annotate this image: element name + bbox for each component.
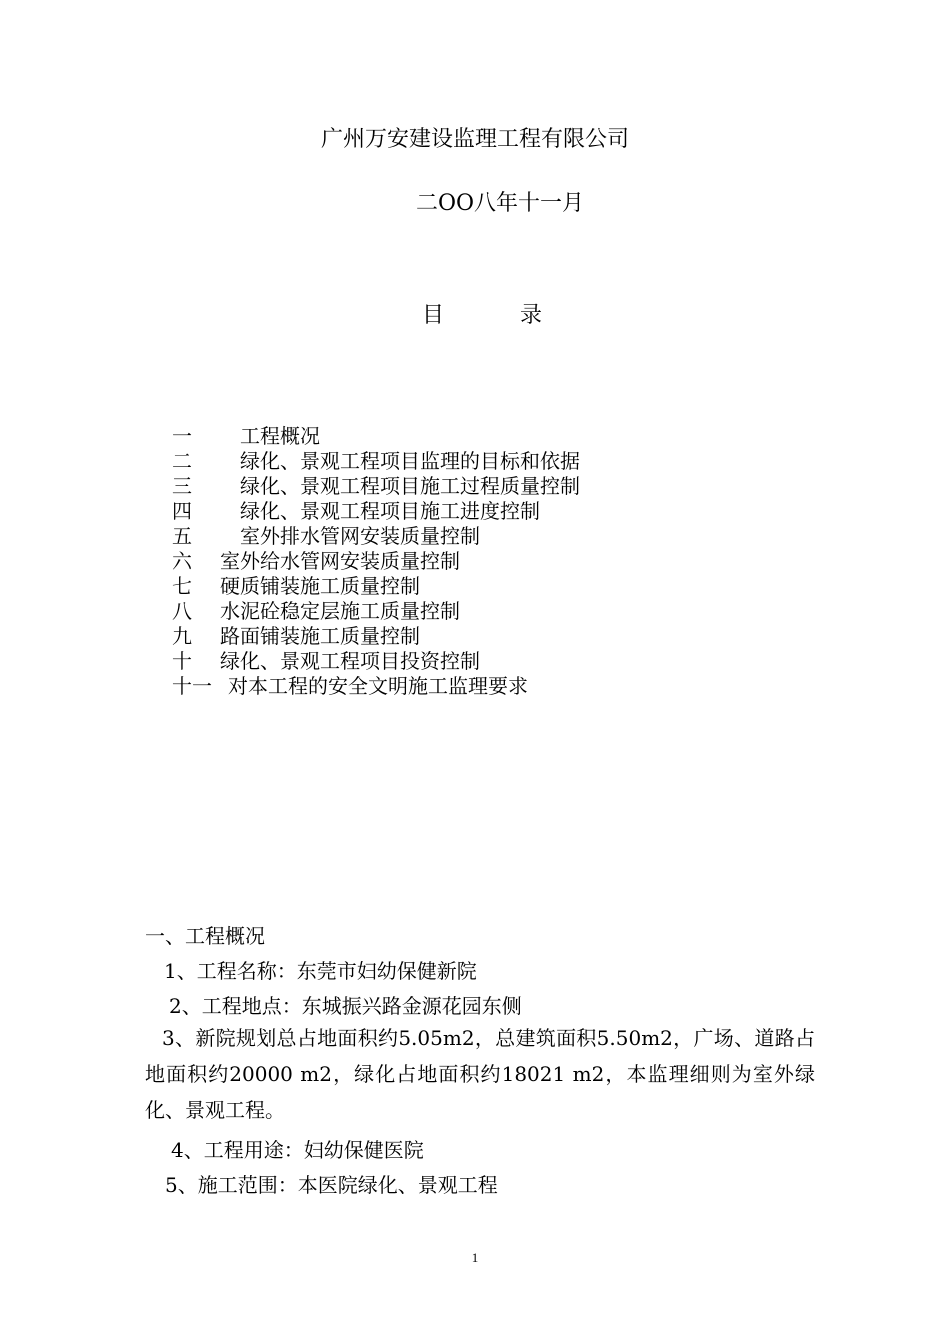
toc-item-number: 六 bbox=[172, 549, 192, 573]
construction-scope-line: 5、施工范围：本医院绿化、景观工程 bbox=[165, 1173, 498, 1197]
toc-item-label: 路面铺装施工质量控制 bbox=[220, 624, 420, 648]
toc-item-label: 水泥砼稳定层施工质量控制 bbox=[220, 599, 460, 623]
toc-item-number: 十 bbox=[172, 649, 192, 673]
toc-item-label: 绿化、景观工程项目施工进度控制 bbox=[240, 499, 540, 523]
toc-item-number: 一 bbox=[172, 424, 192, 448]
toc-item-number: 九 bbox=[172, 624, 192, 648]
project-location-line: 2、工程地点：东城振兴路金源花园东侧 bbox=[169, 994, 522, 1018]
toc-item-number: 二 bbox=[172, 449, 192, 473]
toc-item-number: 七 bbox=[172, 574, 192, 598]
document-date: 二OO八年十一月 bbox=[415, 191, 585, 216]
section-project-overview bbox=[145, 923, 815, 1198]
toc-item-number: 三 bbox=[172, 474, 192, 498]
project-name-line: 1、工程名称：东莞市妇幼保健新院 bbox=[164, 959, 477, 983]
toc-heading-char-2: 录 bbox=[520, 303, 543, 328]
toc-heading-char-1: 目 bbox=[422, 303, 445, 328]
toc-item-label: 室外排水管网安装质量控制 bbox=[240, 524, 480, 548]
page-number: 1 bbox=[471, 1250, 479, 1265]
toc-item-label: 绿化、景观工程项目监理的目标和依据 bbox=[240, 449, 580, 473]
toc-item-label: 绿化、景观工程项目施工过程质量控制 bbox=[240, 474, 580, 498]
project-area-paragraph: 3、新院规划总占地面积约5.05m2，总建筑面积5.50m2，广场、道路占地面积约20000 m2，绿化占地面积约18021 m2，本监理细则为室外绿化、景观工程。 bbox=[145, 1026, 815, 1122]
toc-item-number: 八 bbox=[172, 599, 192, 623]
section-title: 一、工程概况 bbox=[145, 924, 265, 948]
toc-item-number: 十一 bbox=[172, 674, 212, 698]
toc-item-label: 工程概况 bbox=[240, 424, 320, 448]
toc-item-number: 四 bbox=[172, 499, 192, 523]
toc-item-label: 绿化、景观工程项目投资控制 bbox=[220, 649, 480, 673]
toc-item-label: 室外给水管网安装质量控制 bbox=[220, 549, 460, 573]
toc-item-label: 对本工程的安全文明施工监理要求 bbox=[228, 674, 528, 698]
toc-item-number: 五 bbox=[172, 524, 192, 548]
project-usage-line: 4、工程用途：妇幼保健医院 bbox=[171, 1138, 424, 1162]
toc-item-label: 硬质铺装施工质量控制 bbox=[220, 574, 420, 598]
company-name: 广州万安建设监理工程有限公司 bbox=[320, 127, 629, 152]
